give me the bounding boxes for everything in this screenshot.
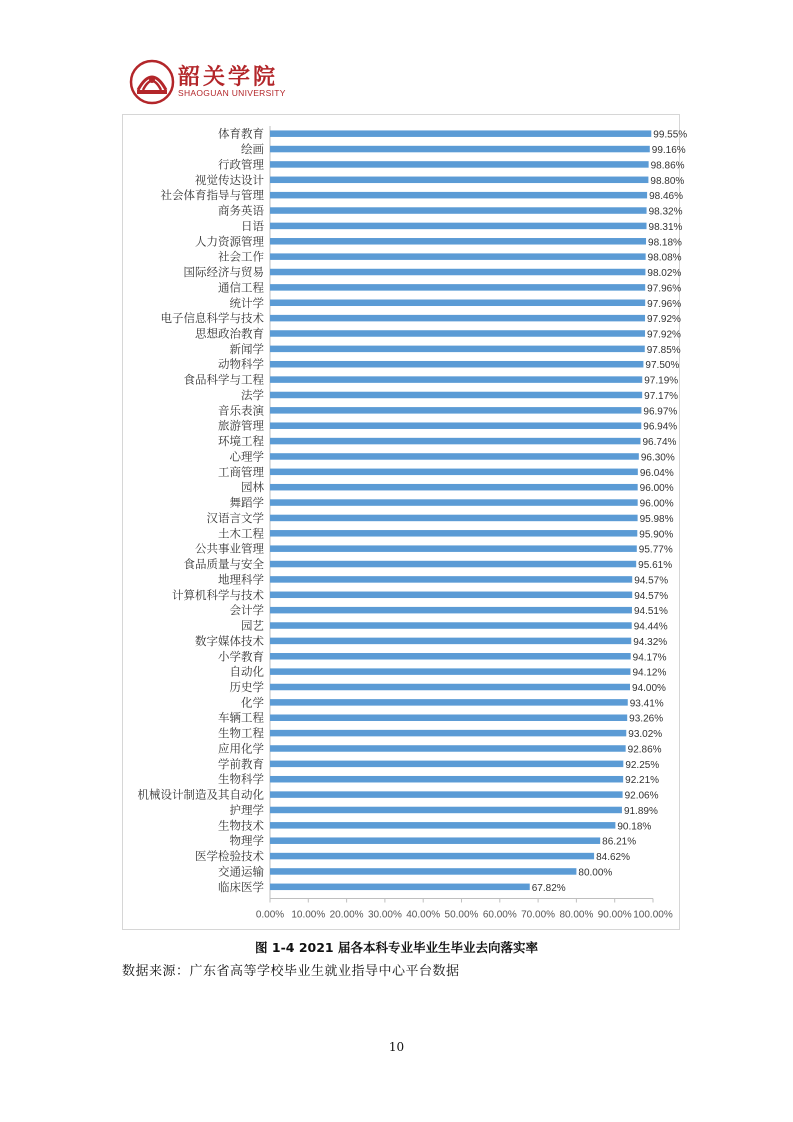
data-label: 93.41%	[629, 698, 664, 710]
bar	[270, 407, 641, 414]
data-label: 98.32%	[648, 206, 683, 218]
category-label: 园艺	[241, 618, 264, 633]
category-label: 物理学	[229, 833, 264, 848]
category-label: 会计学	[229, 603, 264, 618]
category-label: 视觉传达设计	[195, 172, 264, 187]
bar	[270, 207, 647, 214]
data-label: 92.25%	[625, 759, 660, 771]
data-label: 97.19%	[644, 375, 679, 387]
category-label: 统计学	[229, 295, 264, 310]
bar	[270, 684, 630, 691]
bar	[270, 130, 651, 137]
data-label: 98.46%	[649, 191, 684, 203]
category-label: 生物工程	[218, 726, 264, 741]
x-tick-label: 70.00%	[521, 909, 556, 921]
bar	[270, 576, 632, 583]
bar	[270, 177, 648, 184]
category-label: 思想政治教育	[195, 326, 264, 341]
data-label: 94.57%	[634, 590, 669, 602]
category-label: 新闻学	[229, 341, 264, 356]
bar	[270, 853, 594, 860]
category-label: 食品科学与工程	[183, 372, 264, 387]
employment-rate-bar-chart	[123, 115, 688, 929]
category-label: 汉语言文学	[206, 510, 264, 525]
bar	[270, 422, 641, 429]
x-tick-label: 50.00%	[444, 909, 479, 921]
data-label: 96.97%	[643, 406, 678, 418]
bar	[270, 484, 638, 491]
data-label: 90.18%	[617, 821, 652, 833]
bar	[270, 884, 530, 891]
data-label: 94.44%	[633, 621, 668, 633]
category-label: 体育教育	[218, 126, 264, 141]
bar	[270, 530, 637, 537]
data-label: 96.30%	[640, 452, 675, 464]
data-label: 95.77%	[638, 544, 673, 556]
data-label: 92.86%	[627, 744, 662, 756]
category-label: 临床医学	[218, 879, 264, 894]
x-tick-label: 30.00%	[367, 909, 402, 921]
x-tick-label: 40.00%	[406, 909, 441, 921]
category-label: 地理科学	[218, 572, 264, 587]
x-tick-label: 90.00%	[597, 909, 632, 921]
data-label: 96.00%	[639, 483, 674, 495]
data-label: 97.92%	[647, 314, 681, 326]
bar	[270, 269, 645, 276]
data-label: 98.31%	[648, 221, 683, 233]
data-label: 92.21%	[625, 775, 660, 787]
bar	[270, 499, 638, 506]
bar	[270, 192, 647, 199]
category-label: 学前教育	[218, 756, 264, 771]
data-label: 91.89%	[623, 805, 658, 817]
bar	[270, 300, 645, 307]
bar	[270, 791, 623, 798]
data-label: 67.82%	[531, 882, 566, 894]
category-label: 机械设计制造及其自动化	[137, 787, 264, 802]
category-label: 生物技术	[218, 818, 264, 833]
x-tick-label: 10.00%	[291, 909, 326, 921]
bar	[270, 868, 576, 875]
data-label: 97.85%	[646, 344, 681, 356]
category-label: 社会体育指导与管理	[160, 188, 264, 203]
bar	[270, 361, 643, 368]
bar	[270, 714, 627, 721]
x-tick-label: 80.00%	[559, 909, 594, 921]
bar	[270, 592, 632, 599]
bar	[270, 761, 623, 768]
category-label: 公共事业管理	[195, 541, 264, 556]
category-label: 车辆工程	[218, 710, 264, 725]
data-label: 99.55%	[653, 129, 688, 141]
category-label: 化学	[241, 695, 264, 710]
data-label: 94.51%	[633, 606, 668, 618]
category-label: 绘画	[241, 142, 264, 157]
category-label: 生物科学	[218, 772, 264, 787]
category-label: 计算机科学与技术	[172, 587, 264, 602]
data-label: 97.17%	[644, 390, 679, 402]
data-label: 84.62%	[596, 852, 631, 864]
bar	[270, 438, 641, 445]
bar	[270, 745, 626, 752]
data-label: 93.26%	[629, 713, 664, 725]
category-label: 护理学	[229, 802, 264, 817]
bar	[270, 699, 628, 706]
category-label: 动物科学	[218, 357, 264, 372]
data-label: 97.92%	[647, 329, 681, 341]
bar	[270, 668, 630, 675]
data-label: 86.21%	[602, 836, 637, 848]
figure-caption: 图 1-4 2021 届各本科专业毕业生毕业去向落实率	[255, 940, 538, 955]
bar	[270, 453, 639, 460]
data-source-note: 数据来源：广东省高等学校毕业生就业指导中心平台数据	[122, 964, 460, 979]
data-label: 92.06%	[624, 790, 659, 802]
category-label: 环境工程	[218, 434, 264, 449]
data-label: 97.50%	[645, 360, 680, 372]
bar	[270, 161, 649, 168]
bar	[270, 545, 637, 552]
category-label: 园林	[241, 480, 264, 495]
data-label: 97.96%	[647, 283, 682, 295]
data-label: 94.12%	[632, 667, 667, 679]
bar	[270, 822, 615, 829]
bar	[270, 392, 642, 399]
category-label: 小学教育	[218, 649, 264, 664]
data-label: 93.02%	[628, 729, 663, 741]
category-label: 人力资源管理	[195, 234, 264, 249]
data-label: 94.17%	[632, 652, 667, 664]
bar	[270, 561, 636, 568]
page-number: 10	[388, 1040, 405, 1054]
category-label: 社会工作	[218, 249, 264, 264]
bar	[270, 837, 600, 844]
data-label: 96.74%	[642, 437, 677, 449]
bar	[270, 469, 638, 476]
bar	[270, 330, 645, 337]
university-name-en: SHAOGUAN UNIVERSITY	[178, 88, 286, 98]
category-label: 国际经济与贸易	[183, 265, 264, 280]
bar	[270, 807, 622, 814]
category-label: 通信工程	[218, 280, 264, 295]
data-label: 94.57%	[634, 575, 669, 587]
data-label: 96.00%	[639, 498, 674, 510]
category-label: 日语	[241, 218, 264, 233]
data-label: 98.86%	[650, 160, 685, 172]
data-label: 95.98%	[639, 513, 674, 525]
university-name-cn: 韶关学院	[178, 64, 279, 90]
bar	[270, 607, 632, 614]
category-label: 工商管理	[218, 464, 264, 479]
bar	[270, 223, 647, 230]
bar	[270, 376, 642, 383]
data-label: 94.32%	[633, 636, 668, 648]
data-label: 97.96%	[647, 298, 682, 310]
category-label: 心理学	[229, 449, 264, 464]
category-label: 行政管理	[218, 157, 264, 172]
bar	[270, 238, 646, 245]
category-label: 交通运输	[218, 864, 264, 879]
category-label: 法学	[241, 387, 264, 402]
data-label: 95.61%	[638, 560, 673, 572]
bar	[270, 253, 646, 260]
data-label: 96.94%	[643, 421, 678, 433]
category-label: 舞蹈学	[229, 495, 264, 510]
bar	[270, 315, 645, 322]
bar	[270, 346, 645, 353]
x-tick-label: 0.00%	[255, 909, 285, 921]
category-label: 音乐表演	[218, 403, 264, 418]
data-label: 94.00%	[632, 683, 666, 695]
category-label: 历史学	[229, 680, 264, 695]
data-label: 98.80%	[650, 175, 685, 187]
x-tick-label: 100.00%	[633, 909, 673, 921]
bar	[270, 622, 632, 629]
data-label: 98.02%	[647, 268, 682, 280]
category-label: 食品质量与安全	[183, 557, 264, 572]
data-label: 99.16%	[651, 145, 686, 157]
x-tick-label: 60.00%	[482, 909, 517, 921]
category-label: 医学检验技术	[195, 849, 264, 864]
bar	[270, 284, 645, 291]
bar	[270, 730, 626, 737]
bar	[270, 146, 650, 153]
x-tick-label: 20.00%	[329, 909, 364, 921]
bar	[270, 776, 623, 783]
university-logo	[128, 58, 288, 108]
category-label: 自动化	[229, 664, 264, 679]
category-label: 土木工程	[218, 526, 264, 541]
data-label: 98.08%	[647, 252, 682, 264]
data-label: 80.00%	[578, 867, 613, 879]
bar	[270, 515, 638, 522]
bar	[270, 653, 631, 660]
data-label: 95.90%	[639, 529, 674, 541]
category-label: 应用化学	[218, 741, 264, 756]
data-label: 96.04%	[639, 467, 674, 479]
university-emblem-icon	[128, 58, 176, 106]
category-label: 数字媒体技术	[195, 633, 264, 648]
data-label: 98.18%	[648, 237, 682, 249]
bar	[270, 638, 631, 645]
chart-frame	[122, 114, 688, 930]
category-label: 电子信息科学与技术	[160, 311, 264, 326]
category-label: 旅游管理	[218, 418, 264, 433]
category-label: 商务英语	[218, 203, 264, 218]
